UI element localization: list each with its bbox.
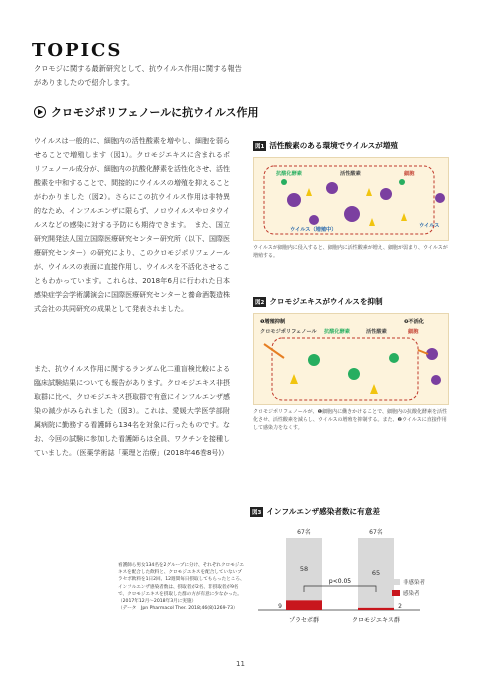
label-ros: 活性酸素 — [366, 329, 387, 335]
category-label: プラセボ群 — [288, 617, 320, 624]
label-inhibit: ❶増殖抑制 — [260, 319, 286, 325]
bar-infected-label: 9 — [278, 603, 282, 610]
figure-2-caption: クロモジポリフェノールが、❶細胞内に働きかけることで、細胞内の抗酸化酵素を活性化させ、活性酸素を減らし、ウイルスの増殖を抑制する。また、❷ウイルスに直接作用して感染力をなくす。 — [253, 409, 447, 431]
figure-2-illustration — [253, 313, 449, 405]
figure-3-title: インフルエンザ感染者数に有意差 — [266, 507, 380, 516]
label-ros: 活性酸素 — [340, 171, 361, 177]
legend-label-noninfected: 非感染者 — [403, 580, 426, 586]
figure-2 — [253, 296, 449, 432]
legend-item-noninfected — [392, 578, 425, 586]
label-polyphenol: クロモジポリフェノール — [260, 329, 317, 335]
bar-noninfected-label: 65 — [371, 568, 381, 577]
antioxidant-enzyme-icon — [281, 179, 405, 185]
figure-1-caption: ウイルスが細胞内に侵入すると、細胞内に活性酸素が増え、細胞が弱まり、ウイルスが増殖する。 — [253, 245, 448, 259]
page-number: 11 — [236, 660, 245, 668]
body-paragraph-2: また、抗ウイルス作用に関するランダム化二重盲検比較による臨床試験結果についても報告があります。クロモジエキス非摂取群に比べ、クロモジエキス摂取群で有意にインフルエンザ感染の減少がみられました（図3）。これは、愛媛大学医学部附属病院に勤務する看護師ら134名を対象に行ったものです。なお、今回の試験に参加した看護師らは全員、ワクチンを接種していました。（医薬学術誌「薬理と治療」(2018年46巻8号)） — [34, 365, 230, 457]
body-paragraph-1: ウイルスは一般的に、細胞内の活性酸素を増やし、細胞を弱らせることで増殖します（図1）。クロモジエキスに含まれるポリフェノール成分が、細胞内の抗酸化酵素を活性化させ、活性酸素を中和することで、間接的にウイルスの増殖を抑えることがわかりました（図2）。さらにこの抗ウイルス作用は非特異的なため、インフルエンザに限らず、ノロウイルスやロタウイルスなどの感染に対する予防にも期待できます。 また、国立研究開発法人国立国際医療研究センター研究所（以下、国際医療研究センター）の研究により、このクロモジポリフェノールが、ウイルスの表面に直接作用し、ウイルスを不活化させることもわかっています。これらは、2018年6月に行われた日本感染症学会学術講演会に国際医療研究センターと養命酒製造株式会社の共同研究の成果として発表されました。 — [34, 137, 230, 313]
chart-legend — [392, 578, 425, 600]
figure-3 — [250, 506, 450, 517]
category-label: クロモジエキス群 — [352, 617, 400, 624]
bar-total-label: 67名 — [297, 529, 311, 536]
legend-item-infected — [392, 589, 425, 597]
label-antioxidant: 抗酸化酵素 — [324, 329, 350, 335]
arrow-right-icon — [34, 106, 46, 118]
label-cell: 細胞 — [408, 329, 419, 335]
bar-total-label: 67名 — [369, 529, 383, 536]
legend-swatch-noninfected — [392, 579, 400, 585]
legend-label-infected: 感染者 — [403, 591, 420, 597]
figure-2-tag: 図2 — [253, 297, 266, 307]
figure-3-note — [118, 562, 246, 612]
intro-text: クロモジに関する最新研究として、抗ウイルス作用に関する報告がありましたので紹介します。 — [34, 64, 242, 87]
figure-1-illustration — [253, 157, 449, 241]
figure-1 — [253, 140, 449, 260]
section-title: クロモジポリフェノールに抗ウイルス作用 — [51, 106, 259, 119]
figure-3-source: （データ Jpn Pharmacol Ther. 2018;46(8)1269-73） — [118, 606, 238, 612]
legend-swatch-infected — [392, 590, 400, 596]
label-inactivate: ❷不活化 — [404, 319, 424, 325]
label-cell: 細胞 — [404, 171, 415, 177]
bar-infected — [286, 600, 322, 610]
significance-label: p<0.05 — [328, 578, 352, 585]
page-title: TOPICS — [32, 40, 123, 61]
figure-2-title: クロモジエキスがウイルスを抑制 — [269, 297, 383, 306]
bar-infected — [358, 608, 394, 610]
virus-icon — [287, 182, 445, 225]
virus-icon — [426, 348, 441, 385]
label-virus-growing: ウイルス（増殖中） — [290, 227, 337, 233]
bar-noninfected-label: 58 — [299, 565, 309, 574]
bar-infected-label: 2 — [398, 603, 402, 610]
label-antioxidant: 抗酸化酵素 — [276, 171, 302, 177]
figure-3-tag: 図3 — [250, 507, 263, 517]
figure-3-note-text: 看護師ら男女134名を2グループに分け、それぞれクロモジエキスを配合した飲料と、クロモジエキスを配合していないプラセボ飲料を1日2回、12週間毎日摂取してもらったところ、インフルエンザ感染者数は、摂取者が2名、非摂取者が9名で、クロモジエキスを摂取した群の方が有意に少なかった。（2017年12月～2018年3月に実施） — [118, 563, 245, 605]
polyphenol-arrow-icon — [264, 344, 428, 358]
label-virus: ウイルス — [419, 223, 440, 229]
section-heading — [34, 104, 258, 120]
figure-1-title: 活性酸素のある環境でウイルスが増殖 — [269, 141, 398, 150]
ros-icon — [290, 374, 378, 394]
figure-1-tag: 図1 — [253, 141, 266, 151]
antioxidant-enzyme-icon — [308, 353, 399, 380]
